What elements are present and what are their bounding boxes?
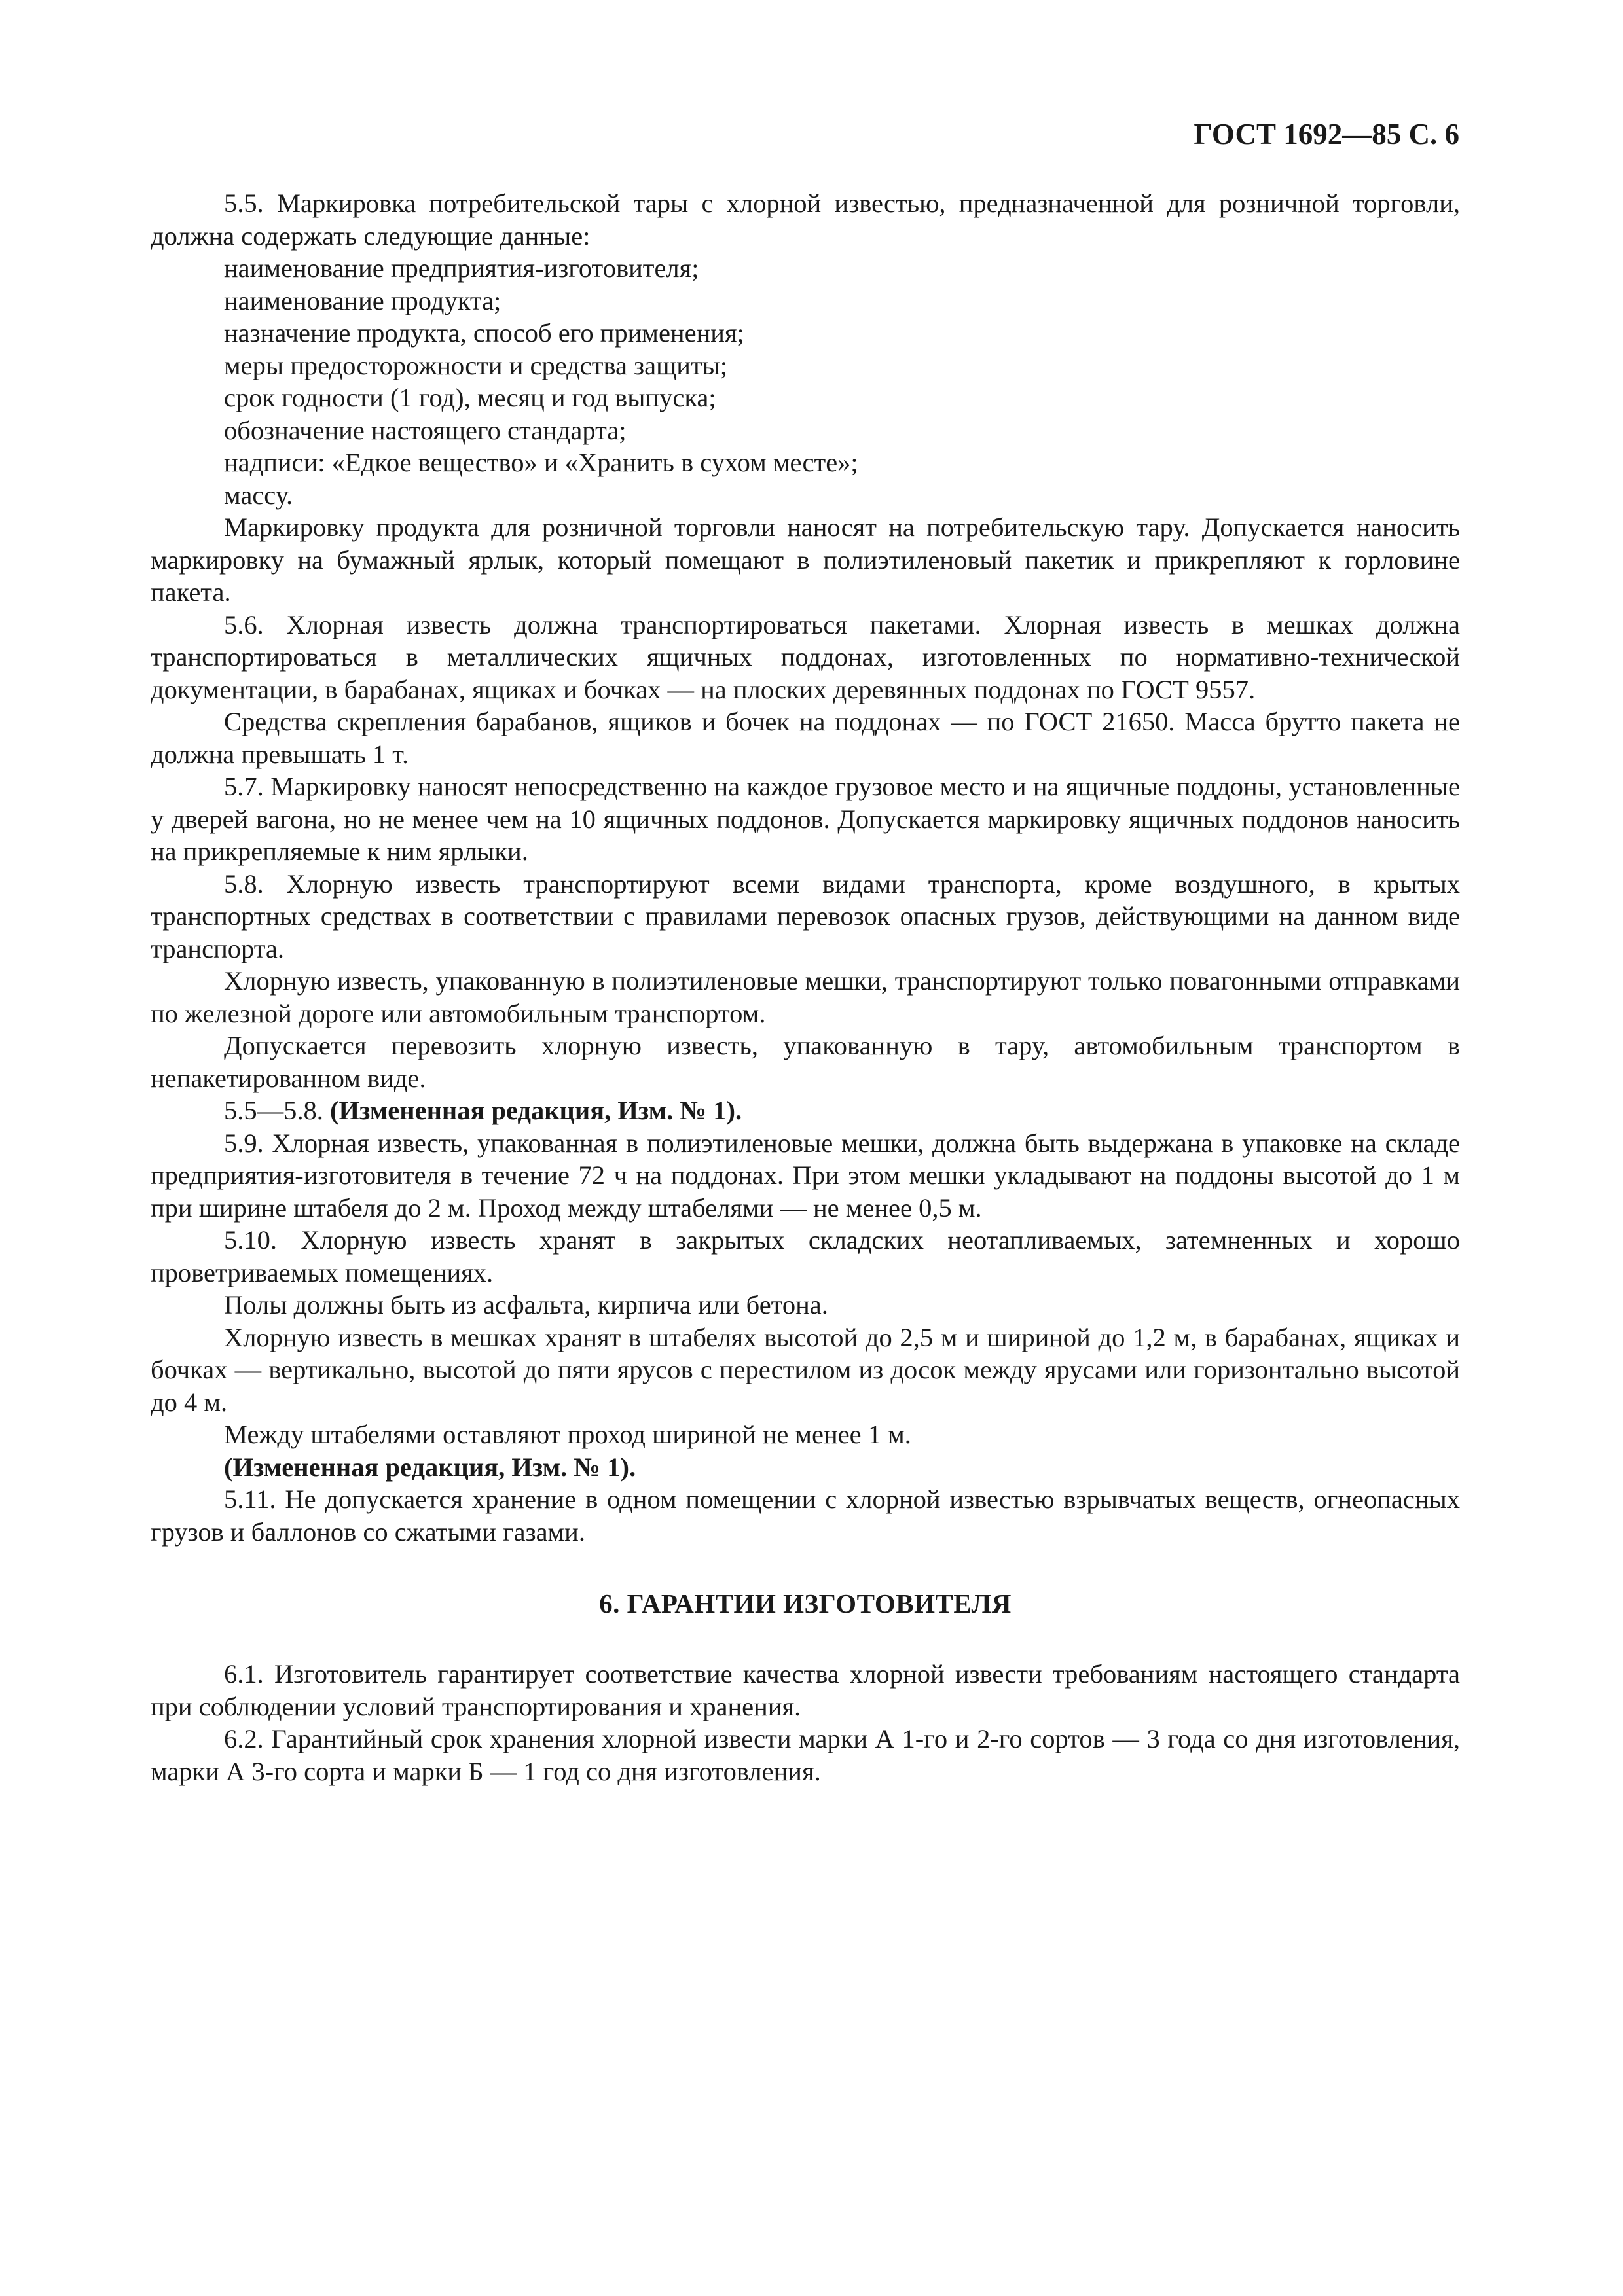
- list-item: наименование продукта;: [224, 285, 501, 315]
- list-item: назначение продукта, способ его применения;: [224, 318, 744, 348]
- document-body: [151, 187, 1460, 1787]
- list-item: надписи: «Едкое вещество» и «Хранить в сухом месте»;: [224, 448, 858, 477]
- paragraph-5-6-fastening: Средства скрепления барабанов, ящиков и бочек на поддонах — по ГОСТ 21650. Масса брутто пакета не должна превышать 1 т.: [151, 707, 1460, 769]
- paragraph-5-7: 5.7. Маркировку наносят непосредственно на каждое грузовое место и на ящичные поддоны, установленные у дверей вагона, но не менее чем на 10 ящичных поддонов. Допускается маркировку ящичных поддонов наносить на прикрепляемые к ним ярлыки.: [151, 772, 1460, 866]
- list-item: меры предосторожности и средства защиты;: [224, 350, 728, 380]
- paragraph-5-11: 5.11. Не допускается хранение в одном помещении с хлорной известью взрывчатых веществ, огнеопасных грузов и баллонов со сжатыми газами.: [151, 1484, 1460, 1547]
- running-head: ГОСТ 1692—85 С. 6: [1194, 118, 1459, 151]
- paragraph-5-9: 5.9. Хлорная известь, упакованная в полиэтиленовые мешки, должна быть выдержана в упаковке на складе предприятия-изготовителя в течение 72 ч на поддонах. При этом мешки укладывают на поддоны высотой до 1 м при ширине штабеля до 2 м. Проход между штабелями — не менее 0,5 м.: [151, 1128, 1460, 1223]
- section-6-heading: 6. ГАРАНТИИ ИЗГОТОВИТЕЛЯ: [599, 1588, 1012, 1619]
- list-item: наименование предприятия-изготовителя;: [224, 253, 699, 283]
- paragraph-6-2: 6.2. Гарантийный срок хранения хлорной извести марки А 1-го и 2-го сортов — 3 года со дня изготовления, марки А 3-го сорта и марки Б — 1 год со дня изготовления.: [151, 1724, 1460, 1786]
- paragraph-5-5-retail: Маркировку продукта для розничной торговли наносят на потребительскую тару. Допускается наносить маркировку на бумажный ярлык, который помещают в полиэтиленовый пакетик и прикрепляют к горловине пакета.: [151, 512, 1460, 607]
- list-item: массу.: [224, 480, 293, 510]
- paragraph-5-8: 5.8. Хлорную известь транспортируют всеми видами транспорта, кроме воздушного, в крытых транспортных средствах в соответствии с правилами перевозок опасных грузов, действующими на данном виде транспорта.: [151, 869, 1460, 963]
- paragraph-5-10-stacks: Хлорную известь в мешках хранят в штабелях высотой до 2,5 м и шириной до 1,2 м, в барабанах, ящиках и бочках — вертикально, высотой до пяти ярусов с перестилом из досок между ярусами или горизонтально высотой до 4 м.: [151, 1322, 1460, 1417]
- paragraph-5-10-passage: Между штабелями оставляют проход шириной не менее 1 м.: [224, 1420, 911, 1449]
- paragraph-5-6: 5.6. Хлорная известь должна транспортироваться пакетами. Хлорная известь в мешках должна транспортироваться в металлических ящичных поддонах, изготовленных по нормативно-технической документации, в барабанах, ящиках и бочках — на плоских деревянных поддонах по ГОСТ 9557.: [151, 609, 1460, 704]
- list-item: срок годности (1 год), месяц и год выпуска;: [224, 383, 716, 412]
- paragraph-5-10: 5.10. Хлорную известь хранят в закрытых складских неотапливаемых, затемненных и хорошо проветриваемых помещениях.: [151, 1225, 1460, 1287]
- amendment-note-5-10: (Измененная редакция, Изм. № 1).: [224, 1452, 636, 1482]
- paragraph-5-8-auto: Допускается перевозить хлорную известь, упакованную в тару, автомобильным транспортом в непакетированном виде.: [151, 1031, 1460, 1093]
- marking-requirements-list: [151, 252, 1460, 511]
- list-item: обозначение настоящего стандарта;: [224, 415, 627, 445]
- paragraph-5-8-rail: Хлорную известь, упакованную в полиэтиленовые мешки, транспортируют только повагонными отправками по железной дороге или автомобильным транспортом.: [151, 966, 1460, 1028]
- amendment-note-5-5-5-8: [151, 1094, 1460, 1127]
- amendment-label: (Измененная редакция, Изм. № 1).: [330, 1096, 742, 1125]
- paragraph-5-5: 5.5. Маркировка потребительской тары с хлорной известью, предназначенной для розничной торговли, должна содержать следующие данные:: [151, 188, 1460, 251]
- paragraph-6-1: 6.1. Изготовитель гарантирует соответствие качества хлорной извести требованиям настоящего стандарта при соблюдении условий транспортирования и хранения.: [151, 1659, 1460, 1721]
- amendment-range: 5.5—5.8.: [224, 1096, 323, 1125]
- paragraph-5-10-floors: Полы должны быть из асфальта, кирпича или бетона.: [224, 1290, 828, 1319]
